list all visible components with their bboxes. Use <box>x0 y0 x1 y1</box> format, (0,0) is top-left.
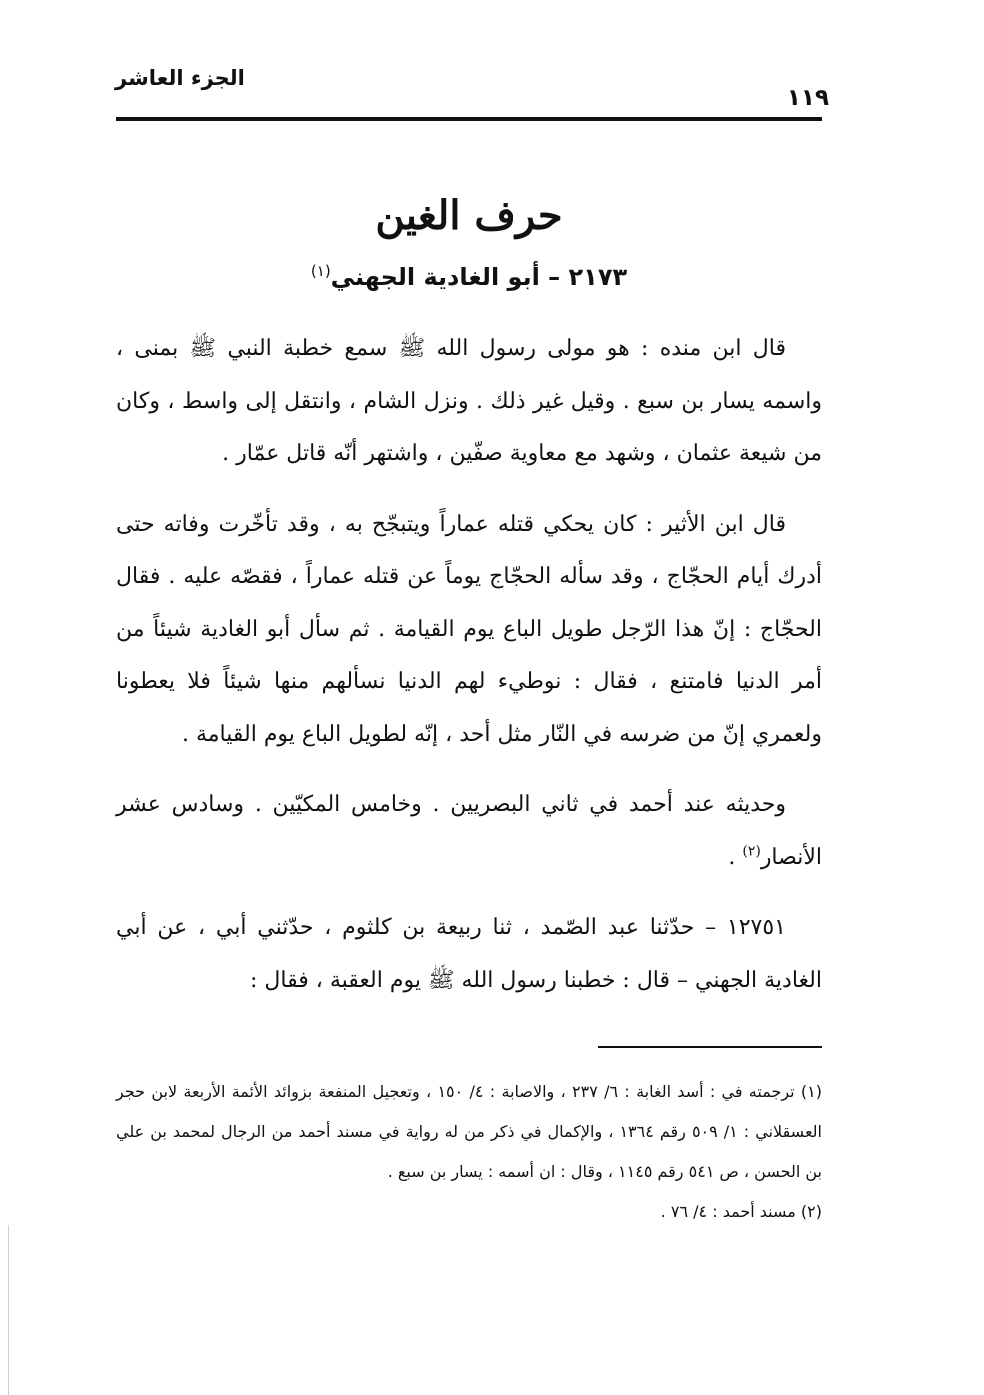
header-rule <box>116 117 822 121</box>
paragraph: ١٢٧٥١ – حدّثنا عبد الصّمد ، ثنا ربيعة بن كلثوم ، حدّثني أبي ، عن أبي الغادية الجهني – قال : خطبنا رسول الله ﷺ يوم العقبة ، فقال : <box>116 915 822 993</box>
footnote-rule <box>598 1046 822 1048</box>
paragraph-text: وحديثه عند أحمد في ثاني البصريين . وخامس المكيّين . وسادس عشر الأنصار <box>116 792 822 870</box>
entry-heading <box>116 262 822 291</box>
footnote: (١) ترجمته في : أسد الغابة : ٦/ ٢٣٧ ، والاصابة : ٤/ ١٥٠ ، وتعجيل المنفعة بزوائد الأئمة الأربعة لابن حجر العسقلاني : ١/ ٥٠٩ رقم ١٣٦٤ ، والإكمال في ذكر من له رواية في مسند أحمد من الرجال لمحمد بن علي بن الحسن ، ص ٥٤١ رقم ١١٤٥ ، وقال : ان أسمه : يسار بن سبع . <box>116 1082 822 1181</box>
footnote-ref: (٢) <box>742 843 761 860</box>
body-text <box>116 323 822 1025</box>
entry-title: ٢١٧٣ – أبو الغادية الجهني <box>330 263 628 291</box>
paragraph: قال ابن منده : هو مولى رسول الله ﷺ سمع خطبة النبي ﷺ بمنى ، واسمه يسار بن سبع . وقيل غير ذلك . ونزل الشام ، وانتقل إلى واسط ، وكان من شيعة عثمان ، وشهد مع معاوية صفّين ، واشتهر أنّه قاتل عمّار . <box>116 336 822 466</box>
paragraph-tail: . <box>728 844 743 870</box>
footnotes <box>116 1072 822 1232</box>
footnote: (٢) مسند أحمد : ٤/ ٧٦ . <box>660 1202 822 1221</box>
scan-edge-mark <box>8 1225 9 1395</box>
footnote-ref: (١) <box>310 262 331 280</box>
section-heading: حرف الغين <box>375 192 563 239</box>
running-title: الجزء العاشر <box>115 66 245 90</box>
paragraph <box>116 779 822 884</box>
paragraph: قال ابن الأثير : كان يحكي قتله عماراً ويتبجّح به ، وقد تأخّرت وفاته حتى أدرك أيام الحجّاج ، وقد سأله الحجّاج يوماً عن قتله عماراً ، فقصّه عليه . فقال الحجّاج : إنّ هذا الرّجل طويل الباع يوم القيامة . ثم سأل أبو الغادية شيئاً من أمر الدنيا فامتنع ، فقال : نوطيء لهم الدنيا نسألهم منها شيئاً فلا يعطونا ولعمري إنّ من ضرسه في النّار مثل أحد ، إنّه لطويل الباع يوم القيامة . <box>116 511 822 747</box>
page-number: ١١٩ <box>786 85 829 111</box>
